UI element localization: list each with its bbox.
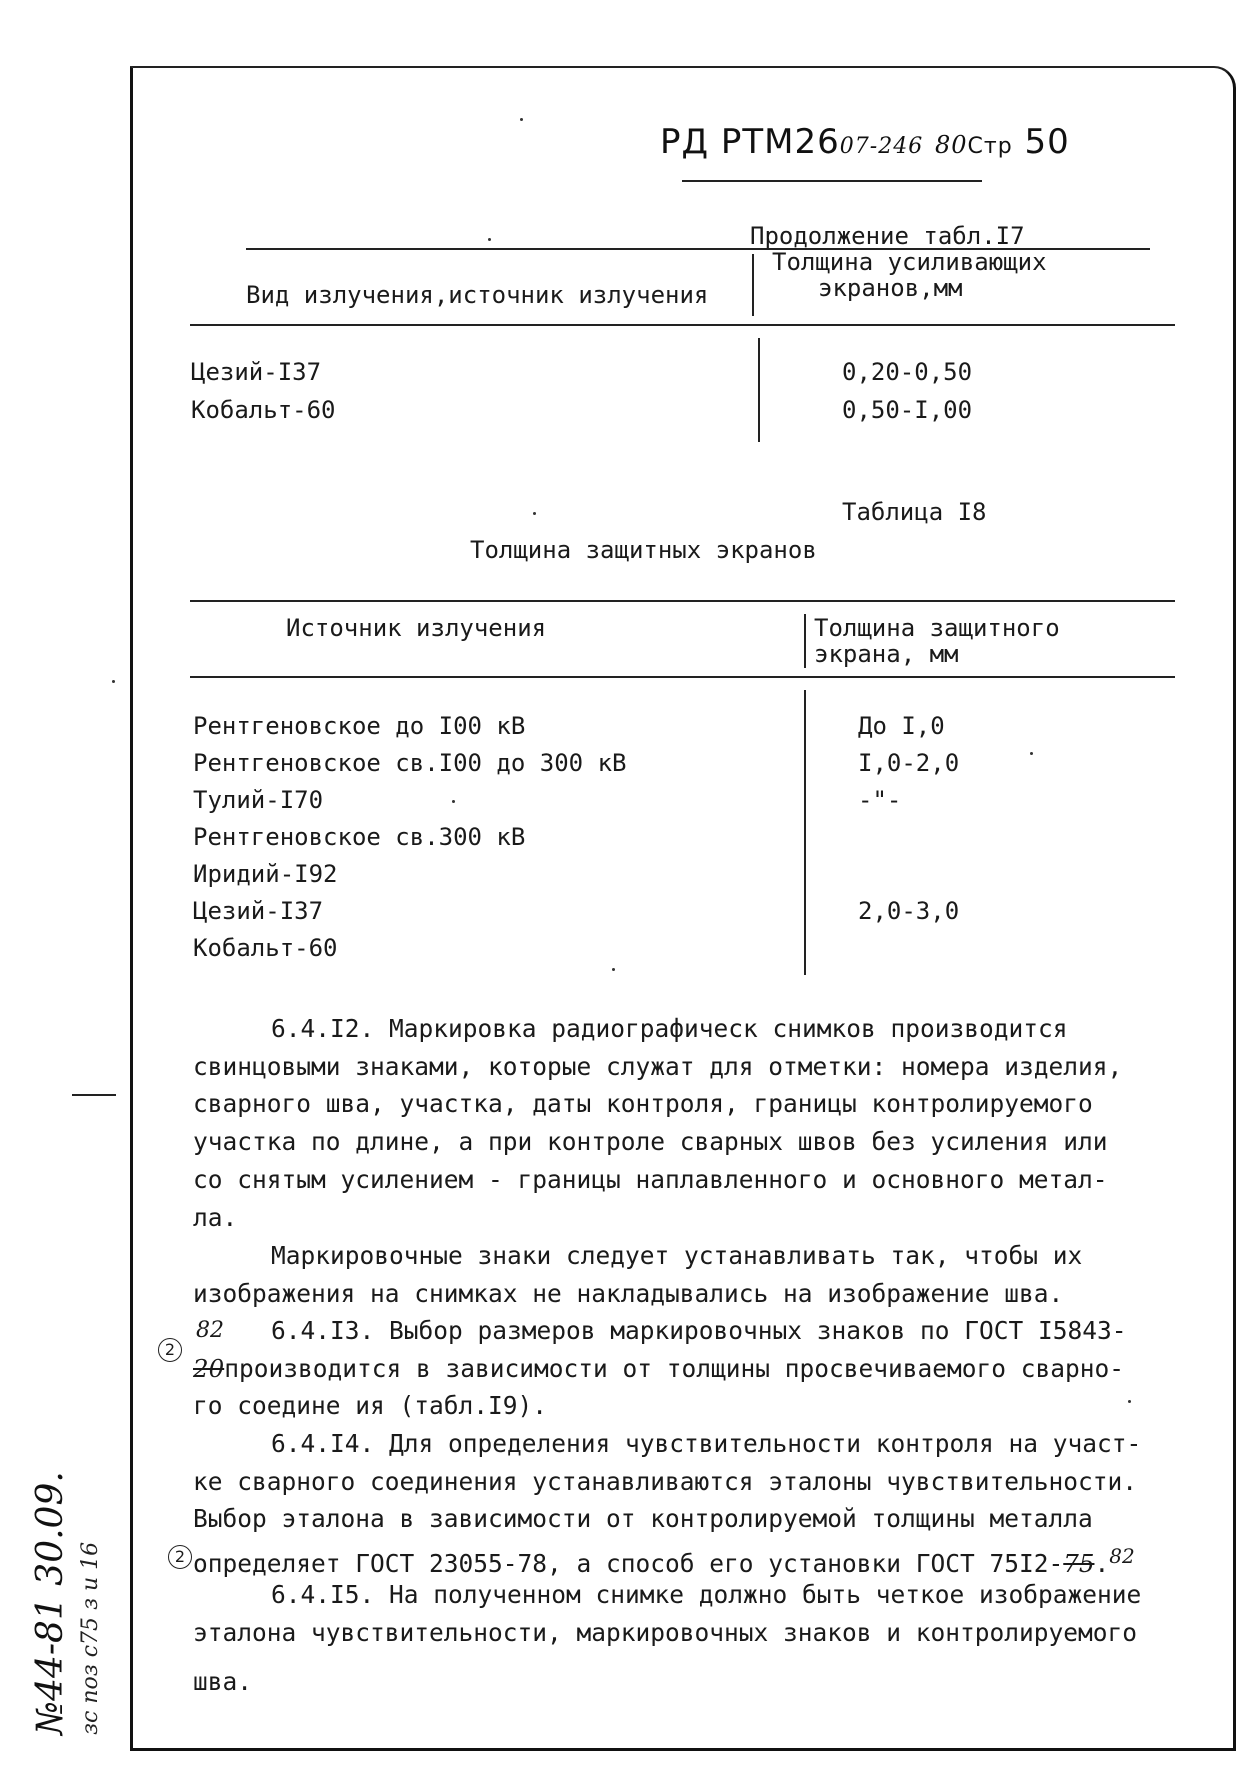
year-correction-note: 82 <box>196 1318 224 1343</box>
table18-row3-value: -"- <box>858 786 902 814</box>
table18-label: Таблица I8 <box>842 498 987 526</box>
document-code: РД РТМ2607-246 80Стр 50 <box>660 122 1070 162</box>
scan-speck <box>1030 752 1033 755</box>
table18-col1-header: Источник излучения <box>286 614 547 642</box>
revision-circle-mark: 2 <box>158 1338 182 1362</box>
scan-speck <box>520 118 523 121</box>
table17-col1-header: Вид излучения,источник излучения <box>246 281 709 309</box>
side-handwritten-note: №44-81 30.09. <box>30 1471 71 1735</box>
header-underline <box>682 180 982 182</box>
scan-speck <box>612 968 615 971</box>
scan-speck <box>452 800 455 803</box>
table17-col2-header-line1: Толщина усиливающих <box>772 248 1047 276</box>
table18-row2-source: Рентгеновское св.I00 до 300 кВ <box>193 749 627 777</box>
table18-row2-value: I,0-2,0 <box>858 749 960 777</box>
scan-speck <box>1128 1400 1131 1403</box>
side-handwritten-small-note: зс поз с75 з и 16 <box>78 1541 103 1735</box>
table17-header-divider <box>752 254 754 316</box>
paragraph-6-4-13: 6.4.I3. Выбор размеров маркировочных знаков по ГОСТ I5843- 20производится в зависимости от толщины просвечиваемого сварно- го соедине ия (табл.I9). <box>193 1316 1127 1421</box>
paragraph-6-4-15: 6.4.I5. На полученном снимке должно быть четкое изображение эталона чувствительности, маркировочных знаков и контролируемого шва. <box>193 1580 1142 1697</box>
paragraph-6-4-14: 6.4.I4. Для определения чувствительности контроля на участ- ке сварного соединения устанавливаются эталоны чувствительности. Выбор эталона в зависимости от контролируемой толщины металла определяет ГОСТ 23055-78, а способ его установки ГОСТ 75I2-75.82 <box>193 1429 1142 1579</box>
table17-row1-value: 0,20-0,50 <box>842 358 973 386</box>
table18-col2-header-line1: Толщина защитного <box>814 614 1060 642</box>
table17-row2-value: 0,50-I,00 <box>842 396 973 424</box>
scan-speck <box>533 512 536 515</box>
table18-header-divider <box>804 614 806 668</box>
table18-row3-source: Тулий-I70 <box>193 786 324 814</box>
table18-title: Толщина защитных экранов <box>470 536 817 564</box>
table18-row1-source: Рентгеновское до I00 кВ <box>193 712 526 740</box>
table18-row4-source: Рентгеновское св.300 кВ <box>193 823 526 851</box>
table18-body-divider <box>804 690 806 975</box>
table18-header-rule <box>190 676 1175 678</box>
table18-row6-value: 2,0-3,0 <box>858 897 960 925</box>
table17-col2-header-line2: экранов,мм <box>818 274 963 302</box>
margin-dash-mark <box>72 1094 116 1096</box>
scan-speck <box>112 680 115 683</box>
revision-circle-mark-2: 2 <box>168 1545 192 1569</box>
table18-row6-source: Цезий-I37 <box>193 897 324 925</box>
table17-body-divider <box>758 338 760 442</box>
table18-row1-value: До I,0 <box>858 712 945 740</box>
scan-speck <box>488 238 491 241</box>
table18-row5-source: Иридий-I92 <box>193 860 338 888</box>
table18-row7-source: Кобальт-60 <box>193 934 338 962</box>
table17-continuation: Продолжение табл.I7 <box>750 222 1025 250</box>
table18-col2-header-line2: экрана, мм <box>814 640 959 668</box>
table18-top-rule <box>190 600 1175 602</box>
table17-row2-source: Кобальт-60 <box>191 396 336 424</box>
paragraph-marking-signs: Маркировочные знаки следует устанавливать так, чтобы их изображения на снимках не накладывались на изображение шва. <box>193 1241 1083 1308</box>
paragraph-6-4-12: 6.4.I2. Маркировка радиографическ снимков производится свинцовыми знаками, которые служат для отметки: номера изделия, сварного шва, участка, даты контроля, границы контролируемого участка по длине, а при контроле сварных швов без усиления или со снятым усилением - границы наплавленного и основного метал- ла. <box>193 1014 1123 1232</box>
table17-header-rule <box>190 324 1175 326</box>
table17-row1-source: Цезий-I37 <box>191 358 322 386</box>
